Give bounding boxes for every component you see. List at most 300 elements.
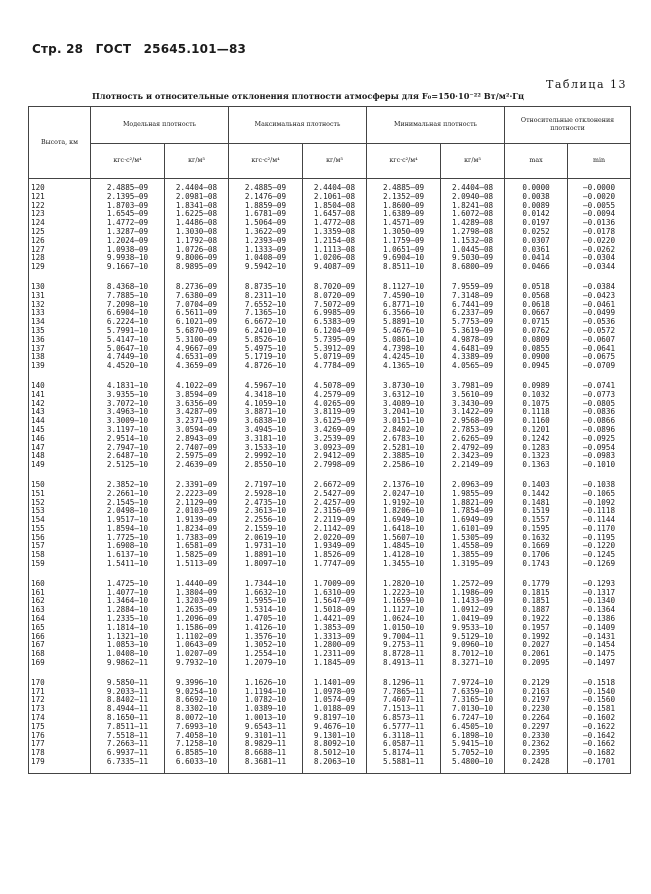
dev-max-cell: 0.0762 <box>505 327 568 336</box>
min-kg-cell: 2.0963—09 <box>441 476 505 490</box>
height-cell: 172 <box>29 696 91 705</box>
max-kg-cell: 1.8526—09 <box>303 551 367 560</box>
min-kgs-cell: 1.1659—10 <box>367 597 441 606</box>
max-kgs-cell: 4.8726—10 <box>229 362 303 377</box>
mean-kgs-cell: 2.1395—09 <box>91 193 165 202</box>
dev-min-cell: —0.1454 <box>568 641 631 650</box>
max-kgs-cell: 2.9992—10 <box>229 452 303 461</box>
max-kg-cell: 9.1301—10 <box>303 732 367 741</box>
mean-kgs-cell: 1.4077—10 <box>91 589 165 598</box>
mean-kgs-cell: 4.4520—10 <box>91 362 165 377</box>
mean-kg-cell: 8.3302—10 <box>165 705 229 714</box>
dev-max-cell: 0.2428 <box>505 758 568 773</box>
mean-kg-cell: 1.5825—09 <box>165 551 229 560</box>
dev-max-cell: 0.0089 <box>505 202 568 211</box>
min-kgs-cell: 4.7398—10 <box>367 345 441 354</box>
min-kgs-cell: 1.3455—10 <box>367 560 441 575</box>
min-kgs-cell: 5.8891—10 <box>367 318 441 327</box>
max-kg-cell: 1.6310—09 <box>303 589 367 598</box>
dev-max-cell: 0.1160 <box>505 417 568 426</box>
mean-kg-cell: 1.8341—08 <box>165 202 229 211</box>
max-kgs-cell: 1.6781—09 <box>229 210 303 219</box>
height-cell: 162 <box>29 597 91 606</box>
max-kg-cell: 8.8092—10 <box>303 740 367 749</box>
dev-min-cell: —0.1518 <box>568 674 631 688</box>
max-kg-cell: 1.0574—09 <box>303 696 367 705</box>
gost-number: 25645.101—83 <box>143 42 247 56</box>
max-kgs-cell: 1.4126—10 <box>229 624 303 633</box>
mean-kg-cell: 1.1792—08 <box>165 237 229 246</box>
min-kg-cell: 1.6949—09 <box>441 516 505 525</box>
dev-min-cell: —0.0344 <box>568 263 631 278</box>
mean-kgs-cell: 9.9862—11 <box>91 659 165 674</box>
min-kg-cell: 6.7441—09 <box>441 301 505 310</box>
dev-max-cell: 0.1815 <box>505 589 568 598</box>
dev-min-cell: —0.0925 <box>568 435 631 444</box>
min-kg-cell: 1.8821—09 <box>441 499 505 508</box>
mean-kgs-cell: 3.1197—10 <box>91 426 165 435</box>
dev-max-cell: 0.1706 <box>505 551 568 560</box>
min-kgs-cell: 6.8573—11 <box>367 714 441 723</box>
mean-kg-cell: 8.9895—09 <box>165 263 229 278</box>
dev-max-cell: 0.1118 <box>505 408 568 417</box>
max-kgs-cell: 6.6672—10 <box>229 318 303 327</box>
min-kg-cell: 1.9855—09 <box>441 490 505 499</box>
mean-kgs-cell: 3.3009—10 <box>91 417 165 426</box>
density-table <box>28 106 631 774</box>
dev-min-cell: —0.0384 <box>568 278 631 292</box>
max-kg-cell: 1.3313—09 <box>303 633 367 642</box>
min-kg-cell: 3.1422—09 <box>441 408 505 417</box>
max-kg-cell: 3.8119—09 <box>303 408 367 417</box>
max-kg-cell: 9.4676—10 <box>303 723 367 732</box>
dev-max-cell: 0.2163 <box>505 688 568 697</box>
max-kgs-cell: 7.6552—10 <box>229 301 303 310</box>
min-kgs-cell: 4.1365—10 <box>367 362 441 377</box>
max-kgs-cell: 1.5955—10 <box>229 597 303 606</box>
max-kgs-cell: 9.3101—11 <box>229 732 303 741</box>
mean-kgs-cell: 9.5850—11 <box>91 674 165 688</box>
max-kgs-cell: 1.1333—09 <box>229 246 303 255</box>
min-kgs-cell: 1.0651—09 <box>367 246 441 255</box>
height-cell: 176 <box>29 732 91 741</box>
mean-kg-cell: 1.0726—08 <box>165 246 229 255</box>
dev-max-cell: 0.0197 <box>505 219 568 228</box>
max-kgs-cell: 3.4945—10 <box>229 426 303 435</box>
mean-kg-cell: 6.1021—09 <box>165 318 229 327</box>
min-kgs-cell: 2.1376—10 <box>367 476 441 490</box>
min-kg-cell: 1.6101—09 <box>441 525 505 534</box>
min-kg-cell: 9.5129—10 <box>441 633 505 642</box>
max-kg-cell: 2.3156—09 <box>303 507 367 516</box>
mean-kg-cell: 3.0594—09 <box>165 426 229 435</box>
height-cell: 168 <box>29 650 91 659</box>
table-row <box>29 674 631 688</box>
dev-min-cell: —0.1195 <box>568 534 631 543</box>
dev-max-cell: 0.2027 <box>505 641 568 650</box>
min-kgs-cell: 8.4913—11 <box>367 659 441 674</box>
height-cell: 166 <box>29 633 91 642</box>
dev-min-cell: —0.0000 <box>568 179 631 193</box>
dev-max-cell: 0.0715 <box>505 318 568 327</box>
height-cell: 150 <box>29 476 91 490</box>
height-cell: 174 <box>29 714 91 723</box>
min-kg-cell: 5.7753—09 <box>441 318 505 327</box>
max-density-header: Максимальная плотность <box>229 107 367 144</box>
mean-kg-cell: 3.6356—09 <box>165 400 229 409</box>
max-kg-cell: 4.7784—09 <box>303 362 367 377</box>
dev-min-cell: —0.0055 <box>568 202 631 211</box>
min-kgs-cell: 3.6312—10 <box>367 391 441 400</box>
dev-min-cell: —0.0954 <box>568 444 631 453</box>
dev-min-cell: —0.1245 <box>568 551 631 560</box>
max-kg-cell: 1.0188—09 <box>303 705 367 714</box>
min-kgs-cell: 1.2820—10 <box>367 575 441 589</box>
max-kg-cell: 1.1113—08 <box>303 246 367 255</box>
min-kg-cell: 5.7052—10 <box>441 749 505 758</box>
mean-kgs-cell: 5.0647—10 <box>91 345 165 354</box>
height-cell: 175 <box>29 723 91 732</box>
max-header: max <box>505 144 568 179</box>
min-kg-cell: 2.0940—08 <box>441 193 505 202</box>
max-kgs-cell: 1.7344—10 <box>229 575 303 589</box>
dev-max-cell: 0.1201 <box>505 426 568 435</box>
mean-kg-cell: 8.6692—10 <box>165 696 229 705</box>
min-kgs-cell: 6.5777—11 <box>367 723 441 732</box>
mean-kgs-cell: 1.4772—09 <box>91 219 165 228</box>
min-kg-cell: 1.7854—09 <box>441 507 505 516</box>
height-cell: 122 <box>29 202 91 211</box>
dev-max-cell: 0.1283 <box>505 444 568 453</box>
mean-kg-cell: 1.2635—09 <box>165 606 229 615</box>
row-group <box>29 476 631 575</box>
table-row <box>29 179 631 193</box>
max-kg-cell: 5.0719—09 <box>303 353 367 362</box>
max-kg-cell: 6.5383—09 <box>303 318 367 327</box>
dev-min-cell: —0.0136 <box>568 219 631 228</box>
min-kg-cell: 1.0445—08 <box>441 246 505 255</box>
mean-kg-cell: 4.1022—09 <box>165 377 229 391</box>
mean-kg-cell: 7.4058—10 <box>165 732 229 741</box>
min-kgs-cell: 2.8402—10 <box>367 426 441 435</box>
max-kgs-cell: 1.0408—09 <box>229 254 303 263</box>
min-kg-cell: 8.6800—09 <box>441 263 505 278</box>
height-cell: 153 <box>29 507 91 516</box>
mean-kg-cell: 1.0207—09 <box>165 650 229 659</box>
mean-kgs-cell: 1.6137—10 <box>91 551 165 560</box>
max-kgs-cell: 1.0013—10 <box>229 714 303 723</box>
min-kgs-cell: 7.1513—11 <box>367 705 441 714</box>
mean-kgs-cell: 2.5125—10 <box>91 461 165 476</box>
height-cell: 164 <box>29 615 91 624</box>
height-cell: 155 <box>29 525 91 534</box>
max-kgs-cell: 1.2554—10 <box>229 650 303 659</box>
dev-max-cell: 0.1481 <box>505 499 568 508</box>
mean-kg-cell: 2.2223—09 <box>165 490 229 499</box>
min-kg-cell: 1.5305—09 <box>441 534 505 543</box>
mean-kgs-cell: 1.8594—10 <box>91 525 165 534</box>
dev-min-cell: —0.0836 <box>568 408 631 417</box>
dev-min-cell: —0.0641 <box>568 345 631 354</box>
dev-max-cell: 0.2230 <box>505 705 568 714</box>
mean-kgs-cell: 1.9517—10 <box>91 516 165 525</box>
height-cell: 157 <box>29 542 91 551</box>
dev-max-cell: 0.2129 <box>505 674 568 688</box>
max-kg-cell: 1.4772—08 <box>303 219 367 228</box>
min-kg-cell: 8.7012—10 <box>441 650 505 659</box>
min-kgs-cell: 1.9192—10 <box>367 499 441 508</box>
height-cell: 163 <box>29 606 91 615</box>
min-kgs-cell: 1.6389—09 <box>367 210 441 219</box>
min-kg-cell: 2.3423—09 <box>441 452 505 461</box>
max-kgs-cell: 4.3418—10 <box>229 391 303 400</box>
max-kg-cell: 1.5018—09 <box>303 606 367 615</box>
mean-kgs-cell: 2.0498—10 <box>91 507 165 516</box>
height-cell: 126 <box>29 237 91 246</box>
max-kg-cell: 2.4404—08 <box>303 179 367 193</box>
min-kgs-cell: 7.4590—10 <box>367 292 441 301</box>
mean-kgs-cell: 2.9514—10 <box>91 435 165 444</box>
mean-kg-cell: 3.4287—09 <box>165 408 229 417</box>
max-kg-cell: 4.0265—09 <box>303 400 367 409</box>
dev-min-cell: —0.1682 <box>568 749 631 758</box>
dev-min-cell: —0.1581 <box>568 705 631 714</box>
min-kg-cell: 5.4800—10 <box>441 758 505 773</box>
mean-kgs-cell: 2.1545—10 <box>91 499 165 508</box>
height-cell: 136 <box>29 336 91 345</box>
mean-kg-cell: 1.2096—09 <box>165 615 229 624</box>
mean-kgs-cell: 8.8402—11 <box>91 696 165 705</box>
table-label: Таблица 13 <box>546 78 627 91</box>
mean-kg-cell: 2.0981—08 <box>165 193 229 202</box>
dev-min-cell: —0.1602 <box>568 714 631 723</box>
dev-min-cell: —0.1269 <box>568 560 631 575</box>
min-kg-cell: 4.9878—09 <box>441 336 505 345</box>
mean-kgs-cell: 7.2098—10 <box>91 301 165 310</box>
max-kgs-cell: 1.8859—09 <box>229 202 303 211</box>
min-kg-cell: 6.1898—10 <box>441 732 505 741</box>
height-cell: 158 <box>29 551 91 560</box>
max-kgs-cell: 2.0619—10 <box>229 534 303 543</box>
mean-kg-cell: 1.7383—09 <box>165 534 229 543</box>
dev-max-cell: 0.2061 <box>505 650 568 659</box>
table-row <box>29 476 631 490</box>
min-kg-cell: 1.0419—09 <box>441 615 505 624</box>
min-kg-cell: 2.7853—09 <box>441 426 505 435</box>
min-kg-cell: 4.6481—09 <box>441 345 505 354</box>
min-kgs-cell: 6.0587—11 <box>367 740 441 749</box>
dev-max-cell: 0.1075 <box>505 400 568 409</box>
mean-kg-cell: 2.4639—09 <box>165 461 229 476</box>
height-cell: 148 <box>29 452 91 461</box>
dev-max-cell: 0.0900 <box>505 353 568 362</box>
max-kgs-cell: 1.5314—10 <box>229 606 303 615</box>
max-kg-cell: 1.2311—09 <box>303 650 367 659</box>
height-cell: 159 <box>29 560 91 575</box>
max-kg-cell: 2.1061—08 <box>303 193 367 202</box>
mean-kgs-cell: 1.3464—10 <box>91 597 165 606</box>
mean-kg-cell: 7.0704—09 <box>165 301 229 310</box>
min-kg-cell: 3.5610—09 <box>441 391 505 400</box>
mean-kg-cell: 1.6581—09 <box>165 542 229 551</box>
max-kgs-cell: 1.8097—10 <box>229 560 303 575</box>
table-row <box>29 659 631 674</box>
max-kgs-cell: 3.8871—10 <box>229 408 303 417</box>
height-cell: 134 <box>29 318 91 327</box>
mean-kg-cell: 8.0072—10 <box>165 714 229 723</box>
dev-max-cell: 0.1323 <box>505 452 568 461</box>
page-header <box>32 42 254 56</box>
mean-kgs-cell: 8.1650—11 <box>91 714 165 723</box>
height-cell: 145 <box>29 426 91 435</box>
mean-kg-cell: 9.7932—10 <box>165 659 229 674</box>
max-kg-cell: 3.6125—09 <box>303 417 367 426</box>
dev-min-cell: —0.0675 <box>568 353 631 362</box>
dev-max-cell: 0.0945 <box>505 362 568 377</box>
min-kg-cell: 7.3165—10 <box>441 696 505 705</box>
min-kgs-cell: 2.3885—10 <box>367 452 441 461</box>
min-kgs-cell: 2.5281—10 <box>367 444 441 453</box>
table-row <box>29 377 631 391</box>
dev-min-cell: —0.1065 <box>568 490 631 499</box>
min-kgs-cell: 8.1127—10 <box>367 278 441 292</box>
min-kg-cell: 6.7247—10 <box>441 714 505 723</box>
dev-max-cell: 0.1957 <box>505 624 568 633</box>
min-kgs-cell: 1.0150—10 <box>367 624 441 633</box>
mean-kgs-cell: 4.7449—10 <box>91 353 165 362</box>
min-kgs-cell: 3.8730—10 <box>367 377 441 391</box>
max-kgs-cell: 6.2410—10 <box>229 327 303 336</box>
mean-kg-cell: 1.3030—08 <box>165 228 229 237</box>
max-kgs-cell: 1.9731—10 <box>229 542 303 551</box>
max-kg-cell: 2.1142—09 <box>303 525 367 534</box>
min-kgs-cell: 1.6949—10 <box>367 516 441 525</box>
table-row <box>29 758 631 773</box>
min-kgs-cell: 1.4128—10 <box>367 551 441 560</box>
dev-min-cell: —0.0607 <box>568 336 631 345</box>
dev-min-cell: —0.1622 <box>568 723 631 732</box>
height-cell: 146 <box>29 435 91 444</box>
max-kg-cell: 7.5072—09 <box>303 301 367 310</box>
dev-min-cell: —0.1386 <box>568 615 631 624</box>
min-kgs-cell: 1.8206—10 <box>367 507 441 516</box>
mean-kg-cell: 1.1586—09 <box>165 624 229 633</box>
min-kg-cell: 1.8241—08 <box>441 202 505 211</box>
mean-kg-cell: 1.8234—09 <box>165 525 229 534</box>
dev-min-cell: —0.1317 <box>568 589 631 598</box>
max-kg-cell: 2.5427—09 <box>303 490 367 499</box>
dev-min-cell: —0.0896 <box>568 426 631 435</box>
max-kg-cell: 3.4269—09 <box>303 426 367 435</box>
dev-min-cell: —0.0304 <box>568 254 631 263</box>
max-kgs-cell: 2.3613—10 <box>229 507 303 516</box>
min-kgs-cell: 1.4845—10 <box>367 542 441 551</box>
min-kg-cell: 1.2798—08 <box>441 228 505 237</box>
min-kgs-cell: 1.0624—10 <box>367 615 441 624</box>
min-kg-cell: 1.0912—09 <box>441 606 505 615</box>
unit-kgs-header: кгс·с²/м⁴ <box>367 144 441 179</box>
mean-kg-cell: 2.7407—09 <box>165 444 229 453</box>
dev-max-cell: 0.1242 <box>505 435 568 444</box>
mean-kgs-cell: 6.2224—10 <box>91 318 165 327</box>
mean-density-header: Модельная плотность <box>91 107 229 144</box>
dev-max-cell: 0.1922 <box>505 615 568 624</box>
min-header: min <box>568 144 631 179</box>
height-cell: 133 <box>29 309 91 318</box>
dev-max-cell: 0.1403 <box>505 476 568 490</box>
mean-kg-cell: 1.0643—09 <box>165 641 229 650</box>
rel-dev-header: Относительные отклонения плотности <box>505 107 631 144</box>
height-cell: 156 <box>29 534 91 543</box>
max-kgs-cell: 1.1626—10 <box>229 674 303 688</box>
dev-min-cell: —0.1092 <box>568 499 631 508</box>
mean-kgs-cell: 7.2663—11 <box>91 740 165 749</box>
mean-kg-cell: 1.3203—09 <box>165 597 229 606</box>
max-kgs-cell: 4.1059—10 <box>229 400 303 409</box>
min-kg-cell: 2.2149—09 <box>441 461 505 476</box>
max-kg-cell: 1.0978—09 <box>303 688 367 697</box>
mean-kg-cell: 9.3996—10 <box>165 674 229 688</box>
height-cell: 160 <box>29 575 91 589</box>
height-cell: 169 <box>29 659 91 674</box>
height-cell: 151 <box>29 490 91 499</box>
min-kg-cell: 7.3148—09 <box>441 292 505 301</box>
dev-max-cell: 0.1519 <box>505 507 568 516</box>
mean-kg-cell: 6.5611—09 <box>165 309 229 318</box>
max-kg-cell: 6.9985—09 <box>303 309 367 318</box>
min-kgs-cell: 9.2753—11 <box>367 641 441 650</box>
max-kg-cell: 1.5647—09 <box>303 597 367 606</box>
dev-min-cell: —0.1497 <box>568 659 631 674</box>
dev-max-cell: 0.0667 <box>505 309 568 318</box>
min-kg-cell: 5.9415—10 <box>441 740 505 749</box>
height-cell: 125 <box>29 228 91 237</box>
max-kgs-cell: 2.4735—10 <box>229 499 303 508</box>
min-kg-cell: 8.3271—10 <box>441 659 505 674</box>
max-kg-cell: 4.5078—09 <box>303 377 367 391</box>
mean-kgs-cell: 5.4147—10 <box>91 336 165 345</box>
mean-kgs-cell: 6.7335—11 <box>91 758 165 773</box>
mean-kgs-cell: 8.4368—10 <box>91 278 165 292</box>
max-kgs-cell: 2.8550—10 <box>229 461 303 476</box>
min-density-header: Минимальная плотность <box>367 107 505 144</box>
dev-min-cell: —0.1475 <box>568 650 631 659</box>
max-kgs-cell: 8.3681—11 <box>229 758 303 773</box>
max-kg-cell: 2.0220—09 <box>303 534 367 543</box>
mean-kgs-cell: 4.1831—10 <box>91 377 165 391</box>
mean-kgs-cell: 1.5411—10 <box>91 560 165 575</box>
min-kgs-cell: 5.4676—10 <box>367 327 441 336</box>
max-kgs-cell: 9.5942—10 <box>229 263 303 278</box>
min-kg-cell: 2.9568—09 <box>441 417 505 426</box>
height-cell: 167 <box>29 641 91 650</box>
max-kgs-cell: 5.8526—10 <box>229 336 303 345</box>
dev-max-cell: 0.0989 <box>505 377 568 391</box>
dev-max-cell: 0.1669 <box>505 542 568 551</box>
dev-max-cell: 0.2362 <box>505 740 568 749</box>
height-cell: 154 <box>29 516 91 525</box>
mean-kg-cell: 9.0254—10 <box>165 688 229 697</box>
dev-max-cell: 0.0518 <box>505 278 568 292</box>
mean-kg-cell: 6.8585—10 <box>165 749 229 758</box>
max-kg-cell: 2.4257—09 <box>303 499 367 508</box>
min-kg-cell: 6.4505—10 <box>441 723 505 732</box>
table-row <box>29 263 631 278</box>
mean-kg-cell: 2.8943—09 <box>165 435 229 444</box>
min-kg-cell: 5.3619—09 <box>441 327 505 336</box>
max-kg-cell: 2.2119—09 <box>303 516 367 525</box>
min-kg-cell: 2.6265—09 <box>441 435 505 444</box>
